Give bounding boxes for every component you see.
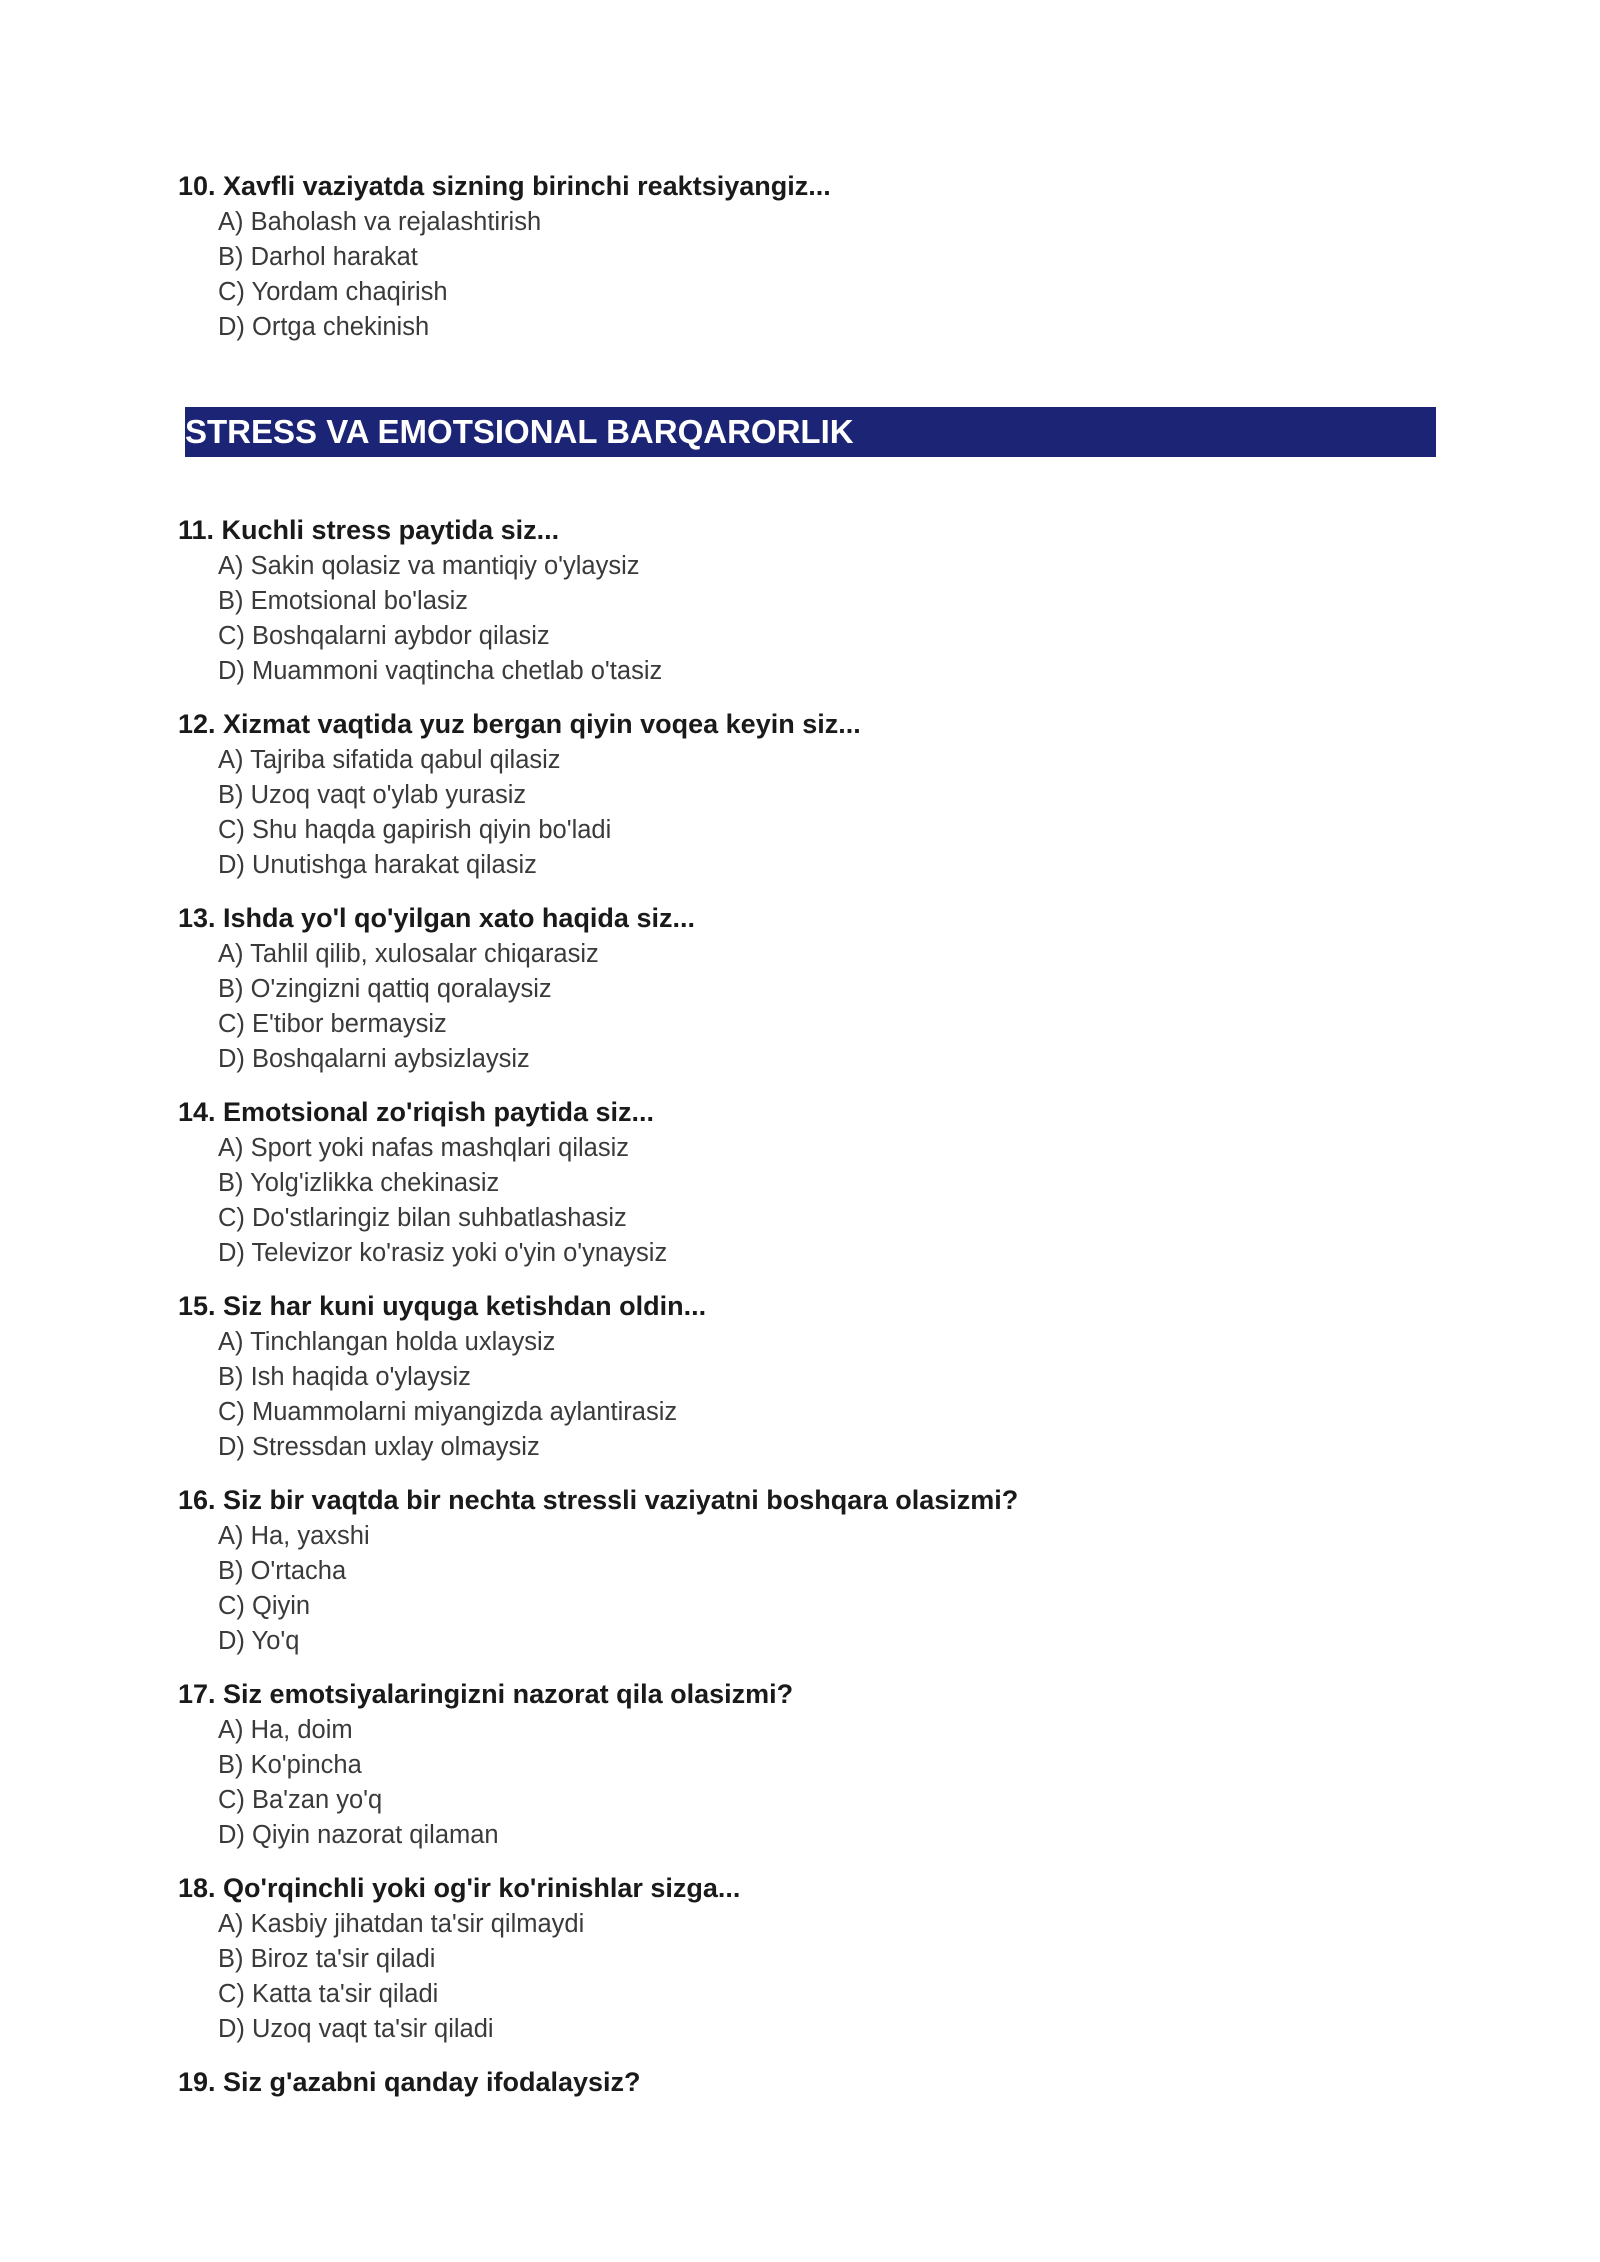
option-c: C) Katta ta'sir qiladi	[218, 1980, 439, 2008]
question-title: 12. Xizmat vaqtida yuz bergan qiyin voqea keyin siz...	[178, 709, 861, 739]
option-d: D) Stressdan uxlay olmaysiz	[218, 1433, 540, 1461]
question-title: 11. Kuchli stress paytida siz...	[178, 515, 560, 545]
option-a: A) Baholash va rejalashtirish	[218, 208, 542, 236]
question-10	[178, 168, 1428, 345]
answer-options	[178, 1907, 1428, 2047]
question-title: 14. Emotsional zo'riqish paytida siz...	[178, 1097, 655, 1127]
option-d: D) Boshqalarni aybsizlaysiz	[218, 1045, 530, 1073]
answer-options	[178, 1713, 1428, 1853]
option-d: D) Qiyin nazorat qilaman	[218, 1821, 499, 1849]
option-b: B) O'zingizni qattiq qoralaysiz	[218, 975, 552, 1003]
option-b: B) Yolg'izlikka chekinasiz	[218, 1169, 500, 1197]
answer-options	[178, 1131, 1428, 1271]
option-c: C) Ba'zan yo'q	[218, 1786, 383, 1814]
option-b: B) Uzoq vaqt o'ylab yurasiz	[218, 781, 527, 809]
question-title: 13. Ishda yo'l qo'yilgan xato haqida siz...	[178, 903, 695, 933]
answer-options	[178, 743, 1428, 883]
answer-options	[178, 549, 1428, 689]
answer-options	[178, 937, 1428, 1077]
question-title: 16. Siz bir vaqtda bir nechta stressli vaziyatni boshqara olasizmi?	[178, 1485, 1019, 1515]
option-a: A) Kasbiy jihatdan ta'sir qilmaydi	[218, 1910, 585, 1938]
option-c: C) Qiyin	[218, 1592, 311, 1620]
option-b: B) O'rtacha	[218, 1557, 347, 1585]
question-title: 19. Siz g'azabni qanday ifodalaysiz?	[178, 2067, 641, 2097]
option-d: D) Televizor ko'rasiz yoki o'yin o'ynaysiz	[218, 1239, 668, 1267]
option-d: D) Ortga chekinish	[218, 313, 430, 341]
option-c: C) Boshqalarni aybdor qilasiz	[218, 622, 550, 650]
option-a: A) Sakin qolasiz va mantiqiy o'ylaysiz	[218, 552, 640, 580]
option-a: A) Tajriba sifatida qabul qilasiz	[218, 746, 561, 774]
option-a: A) Tahlil qilib, xulosalar chiqarasiz	[218, 940, 599, 968]
option-b: B) Biroz ta'sir qiladi	[218, 1945, 436, 1973]
question-title: 18. Qo'rqinchli yoki og'ir ko'rinishlar sizga...	[178, 1873, 741, 1903]
question-11	[178, 512, 1428, 689]
option-c: C) Muammolarni miyangizda aylantirasiz	[218, 1398, 678, 1426]
question-15	[178, 1288, 1428, 1465]
question-18	[178, 1870, 1428, 2047]
option-a: A) Ha, yaxshi	[218, 1522, 370, 1550]
option-c: C) Do'stlaringiz bilan suhbatlashasiz	[218, 1204, 627, 1232]
option-b: B) Emotsional bo'lasiz	[218, 587, 469, 615]
question-17	[178, 1676, 1428, 1853]
question-16	[178, 1482, 1428, 1659]
question-14	[178, 1094, 1428, 1271]
option-c: C) Shu haqda gapirish qiyin bo'ladi	[218, 816, 612, 844]
option-a: A) Ha, doim	[218, 1716, 353, 1744]
option-d: D) Unutishga harakat qilasiz	[218, 851, 537, 879]
question-title: 17. Siz emotsiyalaringizni nazorat qila olasizmi?	[178, 1679, 794, 1709]
option-d: D) Uzoq vaqt ta'sir qiladi	[218, 2015, 494, 2043]
option-b: B) Ish haqida o'ylaysiz	[218, 1363, 471, 1391]
answer-options	[178, 1325, 1428, 1465]
option-a: A) Sport yoki nafas mashqlari qilasiz	[218, 1134, 630, 1162]
option-c: C) E'tibor bermaysiz	[218, 1010, 447, 1038]
option-d: D) Yo'q	[218, 1627, 300, 1655]
question-title: 10. Xavfli vaziyatda sizning birinchi reaktsiyangiz...	[178, 171, 831, 201]
question-title: 15. Siz har kuni uyquga ketishdan oldin...	[178, 1291, 707, 1321]
option-b: B) Darhol harakat	[218, 243, 418, 271]
option-c: C) Yordam chaqirish	[218, 278, 448, 306]
section-header: STRESS VA EMOTSIONAL BARQARORLIK	[185, 407, 1436, 457]
question-12	[178, 706, 1428, 883]
option-d: D) Muammoni vaqtincha chetlab o'tasiz	[218, 657, 663, 685]
question-19	[178, 2064, 1428, 2101]
question-13	[178, 900, 1428, 1077]
answer-options	[178, 1519, 1428, 1659]
option-b: B) Ko'pincha	[218, 1751, 362, 1779]
option-a: A) Tinchlangan holda uxlaysiz	[218, 1328, 556, 1356]
answer-options	[178, 205, 1428, 345]
